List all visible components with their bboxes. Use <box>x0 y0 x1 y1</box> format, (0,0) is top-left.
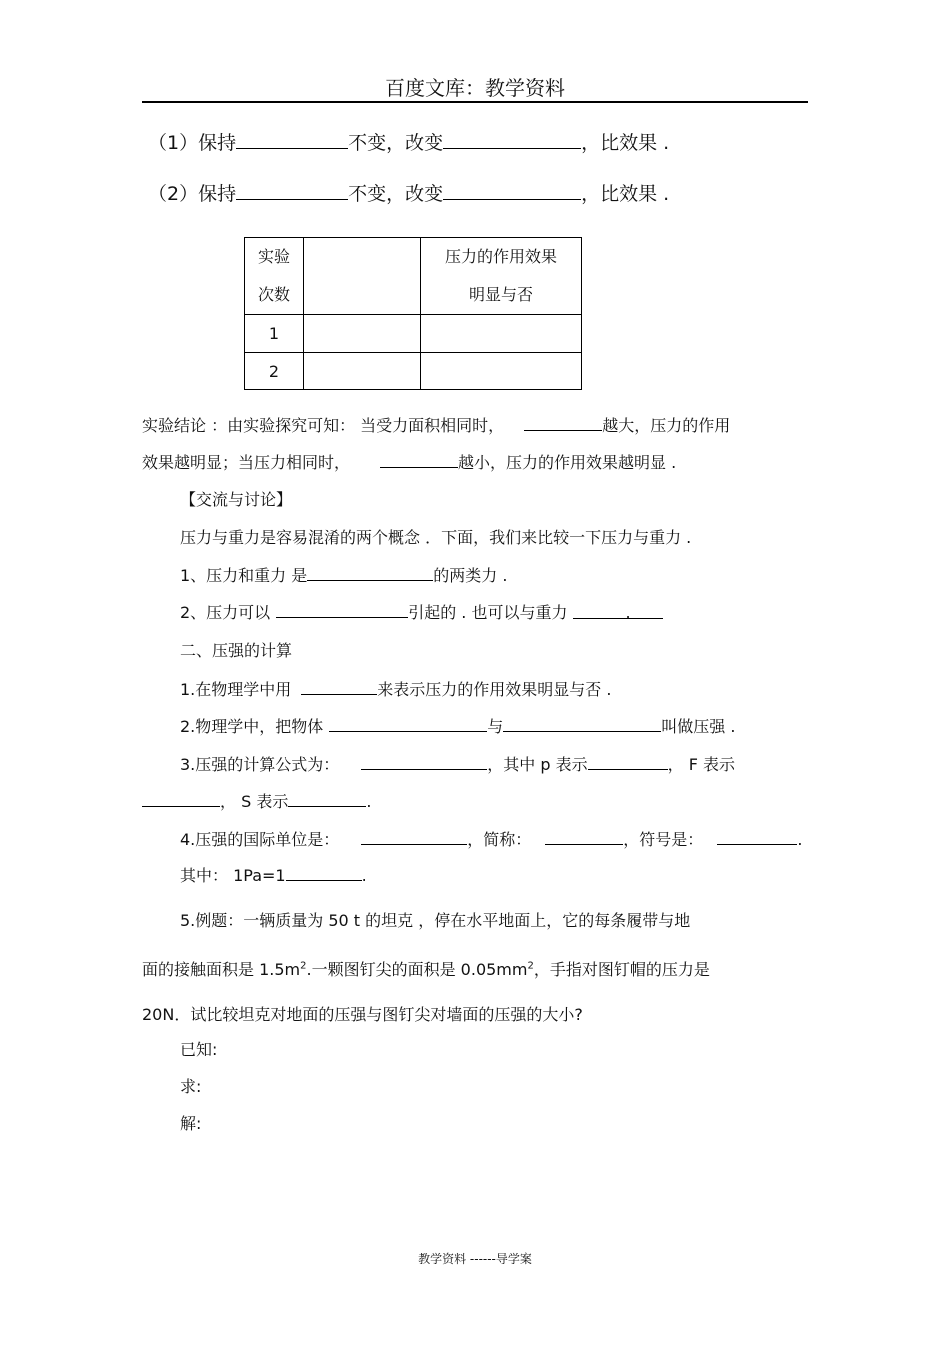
example-line-2 <box>142 957 710 980</box>
conclusion-text: 实验结论 ：由实验探究可知： 当受力面积相同时， <box>142 416 505 435</box>
solve-label: 解: <box>180 1114 202 1133</box>
find-label: 求: <box>180 1077 202 1096</box>
blank[interactable] <box>717 829 797 845</box>
item-text: 4.压强的国际单位是： <box>180 830 340 849</box>
q-text: 1、压力和重力 是 <box>180 566 308 585</box>
blank[interactable] <box>524 415 602 431</box>
example-text: .一颗图钉尖的面积是 0.05mm <box>306 960 528 979</box>
discussion-q1 <box>180 563 507 586</box>
blank[interactable] <box>276 602 408 618</box>
blank[interactable] <box>503 716 661 732</box>
header-text: 实验 <box>257 247 290 266</box>
section-2-item-3-cont <box>142 789 371 812</box>
conclusion-text: 越小，压力的作用效果越明显 . <box>458 453 677 472</box>
table-cell[interactable] <box>421 353 582 390</box>
section-2-item-4 <box>180 827 802 850</box>
section-2-item-3 <box>180 752 735 775</box>
header-text: 明显与否 <box>468 285 533 304</box>
q-text: 的两类力 . <box>433 566 508 585</box>
header-cell-trials <box>245 238 304 315</box>
blank[interactable] <box>307 565 433 581</box>
blank[interactable] <box>361 754 487 770</box>
header-title: 百度文库：教学资料 <box>385 76 565 100</box>
item-text: . <box>366 792 372 811</box>
discussion-paragraph: 压力与重力是容易混淆的两个概念 ．下面，我们来比较一下压力与重力 . <box>180 528 692 547</box>
section-2-item-4-note <box>180 863 367 886</box>
blank[interactable] <box>443 133 581 149</box>
table-cell[interactable] <box>304 353 421 390</box>
item-1-c: ，比效果 . <box>581 132 670 154</box>
known-label: 已知: <box>180 1040 218 1059</box>
blank[interactable] <box>443 184 581 200</box>
example-text: ，手指对图钉帽的压力是 <box>533 960 710 979</box>
blank[interactable] <box>142 791 220 807</box>
item-1-b: 不变，改变 <box>348 132 444 154</box>
item-2-b: 不变，改变 <box>348 183 444 205</box>
item-1-a: （1）保持 <box>148 132 237 154</box>
conclusion-text: 越大，压力的作用 <box>602 416 731 435</box>
blank[interactable] <box>361 829 467 845</box>
blank[interactable] <box>286 865 362 881</box>
conclusion-text: 效果越明显；当压力相同时， <box>142 453 351 472</box>
example-text: 面的接触面积是 1.5m <box>142 960 301 979</box>
discussion-q2 <box>180 600 663 623</box>
q-text: 引起的 . 也可以与重力 <box>408 603 568 622</box>
item-text: . <box>361 866 367 885</box>
header-text: 压力的作用效果 <box>444 247 557 266</box>
q-text: 2、压力可以 <box>180 603 271 622</box>
item-text: 叫做压强 . <box>661 717 736 736</box>
item-text: ，其中 p 表示 <box>487 755 588 774</box>
row-number: 2 <box>245 353 304 390</box>
example-line-3: 20N．试比较坦克对地面的压强与图钉尖对墙面的压强的大小? <box>142 1005 583 1024</box>
item-text: 来表示压力的作用效果明显与否 . <box>377 680 612 699</box>
blank[interactable] <box>588 754 668 770</box>
item-1 <box>148 128 669 155</box>
item-text: 3.压强的计算公式为： <box>180 755 340 774</box>
blank[interactable] <box>236 133 348 149</box>
section-2-title: 二、压强的计算 <box>180 641 293 660</box>
item-text: . <box>797 830 803 849</box>
blank[interactable] <box>301 679 377 695</box>
footer-text: 教学资料 ------导学案 <box>418 1252 532 1266</box>
item-text: ，符号是： <box>623 830 704 849</box>
item-2-a: （2）保持 <box>148 183 237 205</box>
example-line-1: 5.例题：一辆质量为 50 t 的坦克 ，停在水平地面上，它的每条履带与地 <box>180 911 691 930</box>
discussion-title: 【交流与讨论】 <box>180 490 293 509</box>
blank[interactable] <box>573 603 663 622</box>
item-text: ， F 表示 <box>667 755 736 774</box>
blank[interactable] <box>236 184 348 200</box>
blank[interactable] <box>545 829 623 845</box>
item-2-c: ，比效果 . <box>581 183 670 205</box>
superscript: 2 <box>300 960 307 972</box>
item-text: 1.在物理学中用 <box>180 680 292 699</box>
superscript: 2 <box>527 960 534 972</box>
item-text: ， S 表示 <box>220 792 289 811</box>
header-cell-empty[interactable] <box>304 238 421 315</box>
blank[interactable] <box>329 716 487 732</box>
conclusion-line-1 <box>142 413 730 436</box>
header-cell-effect <box>421 238 582 315</box>
section-2-item-1 <box>180 677 611 700</box>
row-number: 1 <box>245 315 304 353</box>
item-text: 其中： 1Pa=1 <box>180 866 286 885</box>
conclusion-line-2 <box>142 450 676 473</box>
table-cell[interactable] <box>421 315 582 353</box>
blank[interactable] <box>288 791 366 807</box>
table-cell[interactable] <box>304 315 421 353</box>
item-2 <box>148 179 669 206</box>
blank[interactable] <box>380 452 458 468</box>
header-text: 次数 <box>257 285 290 304</box>
experiment-table <box>244 237 582 390</box>
item-text: 2.物理学中，把物体 <box>180 717 324 736</box>
item-text: ，简称： <box>467 830 532 849</box>
q-text: . <box>625 603 631 622</box>
item-text: 与 <box>487 717 504 736</box>
header-rule <box>142 101 808 103</box>
section-2-item-2 <box>180 714 735 737</box>
